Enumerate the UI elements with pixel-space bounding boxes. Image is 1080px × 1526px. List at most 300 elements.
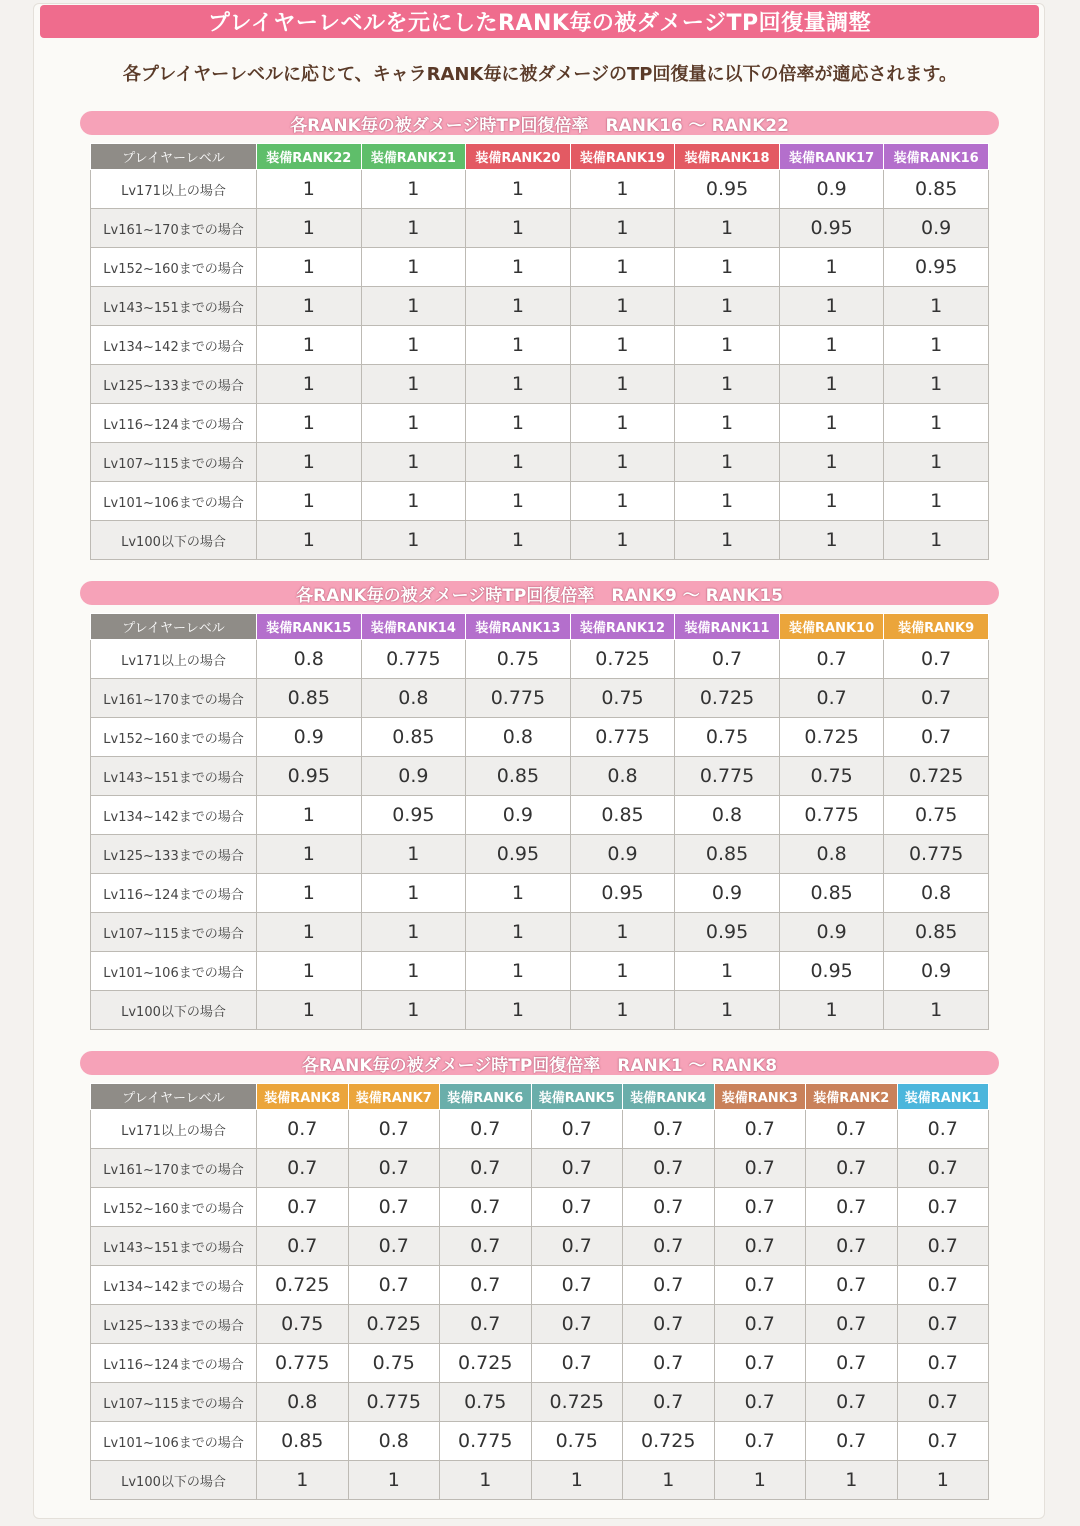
multiplier-cell: 0.7	[623, 1110, 715, 1149]
multiplier-cell: 1	[570, 170, 675, 209]
level-label: Lv134~142までの場合	[91, 326, 257, 365]
rank-column-header: 装備RANK5	[531, 1084, 623, 1110]
level-label: Lv143~151までの場合	[91, 757, 257, 796]
multiplier-cell: 1	[570, 365, 675, 404]
rank-column-header: 装備RANK21	[361, 144, 466, 170]
multiplier-cell: 0.75	[348, 1344, 440, 1383]
multiplier-cell: 0.7	[440, 1305, 532, 1344]
multiplier-cell: 0.7	[897, 1422, 989, 1461]
multiplier-cell: 1	[466, 482, 571, 521]
level-label: Lv152~160までの場合	[91, 1188, 257, 1227]
multiplier-cell: 1	[779, 287, 884, 326]
multiplier-cell: 1	[675, 443, 780, 482]
multiplier-cell: 1	[884, 365, 989, 404]
level-column-header: プレイヤーレベル	[91, 144, 257, 170]
multiplier-cell: 0.7	[806, 1149, 898, 1188]
table-row	[91, 248, 989, 287]
multiplier-cell: 0.775	[257, 1344, 349, 1383]
table-row	[91, 1149, 989, 1188]
multiplier-cell: 1	[257, 287, 362, 326]
multiplier-cell: 0.7	[714, 1266, 806, 1305]
multiplier-cell: 0.85	[466, 757, 571, 796]
multiplier-cell: 0.7	[623, 1266, 715, 1305]
multiplier-cell: 1	[257, 796, 362, 835]
multiplier-cell: 1	[361, 209, 466, 248]
multiplier-cell: 1	[675, 326, 780, 365]
multiplier-cell: 0.7	[623, 1344, 715, 1383]
multiplier-cell: 1	[361, 952, 466, 991]
rank-table-9-15	[90, 613, 989, 1030]
multiplier-cell: 0.7	[897, 1266, 989, 1305]
multiplier-cell: 1	[623, 1461, 715, 1500]
multiplier-cell: 0.7	[257, 1110, 349, 1149]
rank-column-header: 装備RANK15	[257, 614, 362, 640]
multiplier-cell: 1	[675, 482, 780, 521]
level-label: Lv107~115までの場合	[91, 913, 257, 952]
rank-column-header: 装備RANK8	[257, 1084, 349, 1110]
multiplier-cell: 0.8	[257, 1383, 349, 1422]
table-row	[91, 1383, 989, 1422]
multiplier-cell: 1	[570, 287, 675, 326]
table-row	[91, 482, 989, 521]
multiplier-cell: 1	[570, 326, 675, 365]
multiplier-cell: 0.95	[466, 835, 571, 874]
multiplier-cell: 1	[570, 952, 675, 991]
table-header-row	[91, 144, 989, 170]
multiplier-cell: 1	[570, 209, 675, 248]
multiplier-cell: 1	[257, 521, 362, 560]
multiplier-cell: 1	[570, 443, 675, 482]
multiplier-cell: 0.7	[531, 1266, 623, 1305]
multiplier-cell: 0.7	[531, 1110, 623, 1149]
multiplier-cell: 0.9	[466, 796, 571, 835]
multiplier-cell: 1	[466, 326, 571, 365]
multiplier-cell: 1	[675, 248, 780, 287]
multiplier-cell: 1	[257, 326, 362, 365]
multiplier-cell: 0.725	[675, 679, 780, 718]
multiplier-cell: 1	[257, 1461, 349, 1500]
page-title: プレイヤーレベルを元にしたRANK毎の被ダメージTP回復量調整	[40, 5, 1039, 38]
level-label: Lv116~124までの場合	[91, 404, 257, 443]
multiplier-cell: 0.7	[806, 1110, 898, 1149]
multiplier-cell: 0.85	[257, 679, 362, 718]
multiplier-cell: 0.725	[623, 1422, 715, 1461]
multiplier-cell: 1	[361, 521, 466, 560]
multiplier-cell: 1	[884, 521, 989, 560]
multiplier-cell: 0.85	[884, 913, 989, 952]
multiplier-cell: 1	[466, 991, 571, 1030]
level-label: Lv101~106までの場合	[91, 1422, 257, 1461]
multiplier-cell: 0.7	[623, 1188, 715, 1227]
rank-column-header: 装備RANK17	[779, 144, 884, 170]
multiplier-cell: 1	[361, 913, 466, 952]
multiplier-cell: 0.7	[779, 640, 884, 679]
multiplier-cell: 0.7	[440, 1266, 532, 1305]
table-row	[91, 170, 989, 209]
multiplier-cell: 0.775	[779, 796, 884, 835]
table-row	[91, 1344, 989, 1383]
section-title-rank9-15: 各RANK毎の被ダメージ時TP回復倍率 RANK9 ～ RANK15	[80, 581, 999, 605]
multiplier-cell: 0.95	[570, 874, 675, 913]
table-header-row	[91, 1084, 989, 1110]
multiplier-cell: 1	[570, 248, 675, 287]
multiplier-cell: 0.9	[570, 835, 675, 874]
multiplier-cell: 0.8	[466, 718, 571, 757]
multiplier-cell: 0.775	[466, 679, 571, 718]
multiplier-cell: 0.8	[570, 757, 675, 796]
multiplier-cell: 0.725	[884, 757, 989, 796]
multiplier-cell: 0.775	[440, 1422, 532, 1461]
multiplier-cell: 1	[884, 482, 989, 521]
multiplier-cell: 1	[884, 443, 989, 482]
multiplier-cell: 1	[779, 482, 884, 521]
multiplier-cell: 0.7	[897, 1344, 989, 1383]
multiplier-cell: 0.7	[884, 718, 989, 757]
multiplier-cell: 1	[257, 248, 362, 287]
level-label: Lv107~115までの場合	[91, 443, 257, 482]
multiplier-cell: 0.725	[348, 1305, 440, 1344]
multiplier-cell: 1	[466, 952, 571, 991]
multiplier-cell: 1	[257, 209, 362, 248]
rank-column-header: 装備RANK2	[806, 1084, 898, 1110]
multiplier-cell: 1	[570, 482, 675, 521]
level-label: Lv100以下の場合	[91, 1461, 257, 1500]
multiplier-cell: 0.7	[623, 1227, 715, 1266]
level-label: Lv161~170までの場合	[91, 209, 257, 248]
multiplier-cell: 1	[531, 1461, 623, 1500]
table-row	[91, 874, 989, 913]
multiplier-cell: 0.9	[675, 874, 780, 913]
rank-column-header: 装備RANK16	[884, 144, 989, 170]
multiplier-cell: 0.775	[570, 718, 675, 757]
table-row	[91, 757, 989, 796]
table-row	[91, 679, 989, 718]
multiplier-cell: 0.7	[675, 640, 780, 679]
level-label: Lv161~170までの場合	[91, 1149, 257, 1188]
multiplier-cell: 0.7	[348, 1188, 440, 1227]
multiplier-cell: 1	[675, 952, 780, 991]
level-label: Lv143~151までの場合	[91, 1227, 257, 1266]
multiplier-cell: 0.775	[884, 835, 989, 874]
multiplier-cell: 0.7	[714, 1422, 806, 1461]
multiplier-cell: 1	[361, 404, 466, 443]
multiplier-cell: 1	[884, 287, 989, 326]
multiplier-cell: 0.7	[257, 1227, 349, 1266]
rank-column-header: 装備RANK6	[440, 1084, 532, 1110]
multiplier-cell: 0.7	[714, 1188, 806, 1227]
multiplier-cell: 0.95	[675, 170, 780, 209]
multiplier-cell: 0.95	[779, 209, 884, 248]
table-row	[91, 1266, 989, 1305]
multiplier-cell: 0.7	[884, 679, 989, 718]
rank-column-header: 装備RANK14	[361, 614, 466, 640]
multiplier-cell: 0.725	[779, 718, 884, 757]
multiplier-cell: 1	[779, 326, 884, 365]
multiplier-cell: 1	[257, 913, 362, 952]
multiplier-cell: 0.7	[897, 1227, 989, 1266]
table-row	[91, 521, 989, 560]
level-label: Lv171以上の場合	[91, 170, 257, 209]
table-row	[91, 1188, 989, 1227]
multiplier-cell: 0.9	[257, 718, 362, 757]
level-label: Lv171以上の場合	[91, 1110, 257, 1149]
multiplier-cell: 1	[257, 835, 362, 874]
rank-table-16-22	[90, 143, 989, 560]
multiplier-cell: 0.75	[884, 796, 989, 835]
multiplier-cell: 0.85	[779, 874, 884, 913]
multiplier-cell: 1	[466, 170, 571, 209]
multiplier-cell: 1	[675, 404, 780, 443]
multiplier-cell: 0.75	[531, 1422, 623, 1461]
rank-column-header: 装備RANK22	[257, 144, 362, 170]
multiplier-cell: 0.7	[806, 1422, 898, 1461]
rank-column-header: 装備RANK20	[466, 144, 571, 170]
multiplier-cell: 0.7	[897, 1149, 989, 1188]
level-label: Lv101~106までの場合	[91, 952, 257, 991]
multiplier-cell: 0.725	[257, 1266, 349, 1305]
multiplier-cell: 0.775	[348, 1383, 440, 1422]
multiplier-cell: 1	[348, 1461, 440, 1500]
multiplier-cell: 1	[466, 443, 571, 482]
multiplier-cell: 1	[361, 248, 466, 287]
multiplier-cell: 0.7	[714, 1383, 806, 1422]
rank-column-header: 装備RANK10	[779, 614, 884, 640]
table-row	[91, 1110, 989, 1149]
multiplier-cell: 0.8	[361, 679, 466, 718]
multiplier-cell: 0.75	[466, 640, 571, 679]
multiplier-cell: 0.7	[348, 1227, 440, 1266]
multiplier-cell: 0.7	[897, 1188, 989, 1227]
rank-column-header: 装備RANK7	[348, 1084, 440, 1110]
multiplier-cell: 0.7	[714, 1305, 806, 1344]
rank-column-header: 装備RANK9	[884, 614, 989, 640]
multiplier-cell: 1	[257, 991, 362, 1030]
level-label: Lv161~170までの場合	[91, 679, 257, 718]
table-row	[91, 209, 989, 248]
multiplier-cell: 1	[440, 1461, 532, 1500]
multiplier-cell: 1	[884, 326, 989, 365]
multiplier-cell: 1	[806, 1461, 898, 1500]
multiplier-cell: 0.7	[779, 679, 884, 718]
level-label: Lv152~160までの場合	[91, 248, 257, 287]
level-label: Lv116~124までの場合	[91, 1344, 257, 1383]
multiplier-cell: 0.725	[440, 1344, 532, 1383]
multiplier-cell: 0.9	[779, 913, 884, 952]
multiplier-cell: 1	[466, 209, 571, 248]
multiplier-cell: 0.7	[348, 1266, 440, 1305]
rank-table-1-8	[90, 1083, 989, 1500]
level-label: Lv134~142までの場合	[91, 1266, 257, 1305]
multiplier-cell: 0.775	[361, 640, 466, 679]
multiplier-cell: 1	[675, 365, 780, 404]
table-row	[91, 640, 989, 679]
level-column-header: プレイヤーレベル	[91, 614, 257, 640]
level-label: Lv171以上の場合	[91, 640, 257, 679]
level-label: Lv101~106までの場合	[91, 482, 257, 521]
multiplier-cell: 0.7	[623, 1383, 715, 1422]
multiplier-cell: 1	[675, 521, 780, 560]
level-label: Lv125~133までの場合	[91, 1305, 257, 1344]
multiplier-cell: 1	[466, 365, 571, 404]
multiplier-cell: 0.75	[675, 718, 780, 757]
table-row	[91, 991, 989, 1030]
intro-text: 各プレイヤーレベルに応じて、キャラRANK毎に被ダメージのTP回復量に以下の倍率が適応されます。	[122, 64, 958, 85]
multiplier-cell: 0.7	[531, 1149, 623, 1188]
multiplier-cell: 1	[361, 874, 466, 913]
multiplier-cell: 0.7	[440, 1227, 532, 1266]
multiplier-cell: 0.8	[257, 640, 362, 679]
multiplier-cell: 1	[466, 521, 571, 560]
multiplier-cell: 1	[257, 874, 362, 913]
multiplier-cell: 1	[884, 404, 989, 443]
multiplier-cell: 1	[257, 443, 362, 482]
table-row	[91, 365, 989, 404]
multiplier-cell: 1	[361, 170, 466, 209]
level-label: Lv125~133までの場合	[91, 835, 257, 874]
rank-column-header: 装備RANK12	[570, 614, 675, 640]
level-label: Lv107~115までの場合	[91, 1383, 257, 1422]
section-title-rank16-22: 各RANK毎の被ダメージ時TP回復倍率 RANK16 ～ RANK22	[80, 111, 999, 135]
level-label: Lv100以下の場合	[91, 991, 257, 1030]
level-label: Lv152~160までの場合	[91, 718, 257, 757]
multiplier-cell: 1	[675, 991, 780, 1030]
rank-column-header: 装備RANK1	[897, 1084, 989, 1110]
level-column-header: プレイヤーレベル	[91, 1084, 257, 1110]
multiplier-cell: 0.7	[714, 1344, 806, 1383]
multiplier-cell: 1	[779, 521, 884, 560]
multiplier-cell: 0.7	[806, 1266, 898, 1305]
multiplier-cell: 0.725	[531, 1383, 623, 1422]
table-row	[91, 1227, 989, 1266]
multiplier-cell: 0.8	[884, 874, 989, 913]
multiplier-cell: 0.7	[440, 1188, 532, 1227]
table-row	[91, 326, 989, 365]
level-label: Lv125~133までの場合	[91, 365, 257, 404]
multiplier-cell: 0.95	[675, 913, 780, 952]
table-header-row	[91, 614, 989, 640]
multiplier-cell: 1	[257, 170, 362, 209]
multiplier-cell: 1	[257, 482, 362, 521]
multiplier-cell: 0.7	[806, 1188, 898, 1227]
multiplier-cell: 1	[675, 287, 780, 326]
multiplier-cell: 0.7	[257, 1188, 349, 1227]
table-row	[91, 1422, 989, 1461]
multiplier-cell: 1	[361, 991, 466, 1030]
multiplier-cell: 0.7	[531, 1227, 623, 1266]
multiplier-cell: 0.7	[714, 1227, 806, 1266]
multiplier-cell: 0.7	[531, 1188, 623, 1227]
multiplier-cell: 0.7	[897, 1383, 989, 1422]
level-label: Lv116~124までの場合	[91, 874, 257, 913]
multiplier-cell: 0.7	[884, 640, 989, 679]
multiplier-cell: 0.7	[714, 1149, 806, 1188]
multiplier-cell: 0.9	[361, 757, 466, 796]
multiplier-cell: 1	[675, 209, 780, 248]
multiplier-cell: 1	[779, 404, 884, 443]
rank-column-header: 装備RANK19	[570, 144, 675, 170]
level-label: Lv100以下の場合	[91, 521, 257, 560]
multiplier-cell: 1	[714, 1461, 806, 1500]
table-row	[91, 404, 989, 443]
multiplier-cell: 0.95	[257, 757, 362, 796]
multiplier-cell: 0.85	[675, 835, 780, 874]
rank-column-header: 装備RANK13	[466, 614, 571, 640]
multiplier-cell: 0.7	[806, 1383, 898, 1422]
table-row	[91, 443, 989, 482]
multiplier-cell: 1	[361, 326, 466, 365]
multiplier-cell: 1	[361, 443, 466, 482]
multiplier-cell: 0.9	[884, 209, 989, 248]
multiplier-cell: 1	[779, 248, 884, 287]
multiplier-cell: 0.8	[779, 835, 884, 874]
multiplier-cell: 0.7	[440, 1110, 532, 1149]
multiplier-cell: 0.85	[570, 796, 675, 835]
multiplier-cell: 0.7	[806, 1305, 898, 1344]
multiplier-cell: 0.7	[440, 1149, 532, 1188]
table-row	[91, 287, 989, 326]
multiplier-cell: 1	[466, 913, 571, 952]
multiplier-cell: 0.9	[884, 952, 989, 991]
multiplier-cell: 1	[361, 835, 466, 874]
multiplier-cell: 1	[570, 913, 675, 952]
multiplier-cell: 0.8	[348, 1422, 440, 1461]
multiplier-cell: 1	[779, 365, 884, 404]
table-row	[91, 796, 989, 835]
multiplier-cell: 0.7	[348, 1149, 440, 1188]
multiplier-cell: 0.75	[257, 1305, 349, 1344]
multiplier-cell: 1	[257, 365, 362, 404]
section-title-rank1-8: 各RANK毎の被ダメージ時TP回復倍率 RANK1 ～ RANK8	[80, 1051, 999, 1075]
multiplier-cell: 0.725	[570, 640, 675, 679]
multiplier-cell: 0.7	[623, 1149, 715, 1188]
multiplier-cell: 0.7	[897, 1110, 989, 1149]
multiplier-cell: 0.85	[884, 170, 989, 209]
level-label: Lv143~151までの場合	[91, 287, 257, 326]
multiplier-cell: 1	[779, 991, 884, 1030]
multiplier-cell: 1	[897, 1461, 989, 1500]
table-row	[91, 913, 989, 952]
multiplier-cell: 1	[466, 287, 571, 326]
multiplier-cell: 0.95	[884, 248, 989, 287]
table-row	[91, 1461, 989, 1500]
multiplier-cell: 0.775	[675, 757, 780, 796]
table-row	[91, 718, 989, 757]
multiplier-cell: 0.7	[257, 1149, 349, 1188]
rank-column-header: 装備RANK4	[623, 1084, 715, 1110]
multiplier-cell: 0.75	[779, 757, 884, 796]
multiplier-cell: 0.75	[440, 1383, 532, 1422]
table-row	[91, 952, 989, 991]
table-row	[91, 1305, 989, 1344]
rank-column-header: 装備RANK18	[675, 144, 780, 170]
multiplier-cell: 1	[257, 952, 362, 991]
multiplier-cell: 1	[257, 404, 362, 443]
multiplier-cell: 0.7	[714, 1110, 806, 1149]
multiplier-cell: 0.7	[348, 1110, 440, 1149]
multiplier-cell: 1	[361, 482, 466, 521]
multiplier-cell: 1	[570, 991, 675, 1030]
multiplier-cell: 0.8	[675, 796, 780, 835]
multiplier-cell: 1	[466, 404, 571, 443]
table-row	[91, 835, 989, 874]
multiplier-cell: 0.95	[361, 796, 466, 835]
multiplier-cell: 1	[466, 248, 571, 287]
multiplier-cell: 1	[779, 443, 884, 482]
multiplier-cell: 0.7	[806, 1344, 898, 1383]
multiplier-cell: 0.75	[570, 679, 675, 718]
rank-column-header: 装備RANK3	[714, 1084, 806, 1110]
multiplier-cell: 1	[884, 991, 989, 1030]
